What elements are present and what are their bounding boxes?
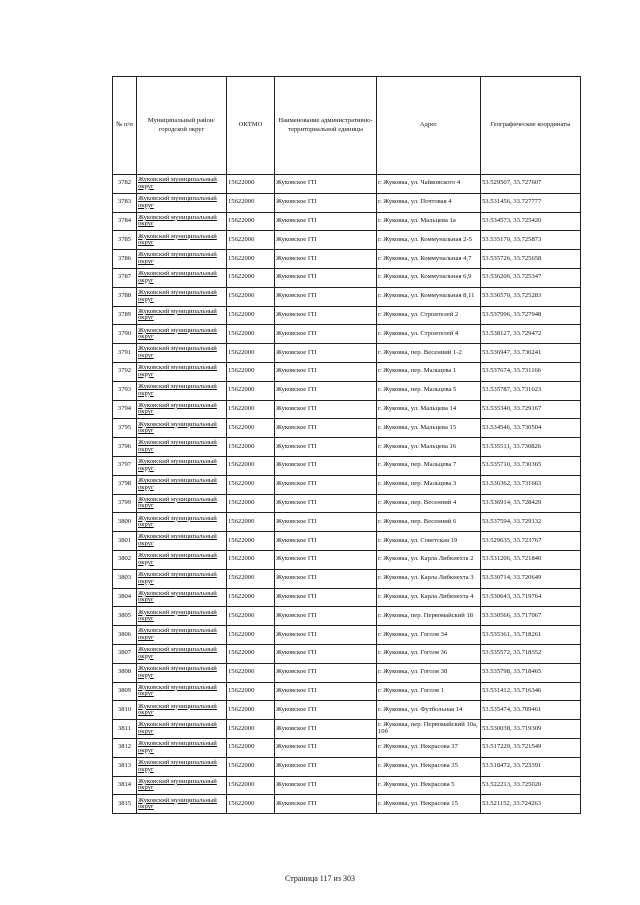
district-text: Жуковский муниципальный округ [138, 326, 217, 341]
oktmo-cell: 15622000 [227, 663, 275, 682]
row-number: 3789 [113, 306, 137, 325]
district-cell [137, 287, 227, 306]
oktmo-cell: 15622000 [227, 306, 275, 325]
table-row [113, 344, 581, 363]
district-cell [137, 550, 227, 569]
table-row [113, 325, 581, 344]
table-row [113, 456, 581, 475]
oktmo-cell: 15622000 [227, 494, 275, 513]
row-number: 3804 [113, 588, 137, 607]
district-cell [137, 626, 227, 645]
coordinates-cell: 53.521152, 33.724263 [481, 795, 581, 814]
admin-unit-cell: Жуковское ГП [275, 720, 377, 739]
column-header-coordinates: Географические координаты [481, 77, 581, 175]
coordinates-cell: 53.531412, 33.716346 [481, 682, 581, 701]
district-text: Жуковский муниципальный округ [138, 627, 217, 642]
address-cell: г. Жуковка, пер. Мальцева 1 [377, 362, 481, 381]
address-cell: г. Жуковка, ул. Гоголя 36 [377, 644, 481, 663]
district-text: Жуковский муниципальный округ [138, 420, 217, 435]
row-number: 3783 [113, 193, 137, 212]
district-cell [137, 701, 227, 720]
table-row [113, 419, 581, 438]
coordinates-cell: 53.536914, 33.728429 [481, 494, 581, 513]
district-cell [137, 475, 227, 494]
district-cell [137, 268, 227, 287]
coordinates-cell: 53.535511, 33.730826 [481, 438, 581, 457]
district-cell [137, 720, 227, 739]
table-row [113, 532, 581, 551]
address-cell: г. Жуковка, ул. Карла Либкнехта 4 [377, 588, 481, 607]
row-number: 3803 [113, 569, 137, 588]
district-cell [137, 231, 227, 250]
admin-unit-cell: Жуковское ГП [275, 400, 377, 419]
address-cell: г. Жуковка, ул. Карла Либкнехта 2 [377, 550, 481, 569]
admin-unit-cell: Жуковское ГП [275, 776, 377, 795]
oktmo-cell: 15622000 [227, 738, 275, 757]
row-number: 3815 [113, 795, 137, 814]
address-cell: г. Жуковка, ул. Коммунальная 4,7 [377, 250, 481, 269]
district-cell [137, 795, 227, 814]
admin-unit-cell: Жуковское ГП [275, 325, 377, 344]
table-body [113, 175, 581, 814]
row-number: 3792 [113, 362, 137, 381]
column-header-district: Муниципальный район/городской округ [137, 77, 227, 175]
table-row [113, 795, 581, 814]
table-row [113, 362, 581, 381]
coordinates-cell: 53.538127, 33.729472 [481, 325, 581, 344]
row-number: 3805 [113, 607, 137, 626]
row-number: 3813 [113, 757, 137, 776]
admin-unit-cell: Жуковское ГП [275, 682, 377, 701]
oktmo-cell: 15622000 [227, 400, 275, 419]
coordinates-cell: 53.529507, 33.727607 [481, 175, 581, 194]
district-text: Жуковский муниципальный округ [138, 345, 217, 360]
district-cell [137, 193, 227, 212]
address-cell: г. Жуковка, ул. Чайковского 4 [377, 175, 481, 194]
table-row [113, 475, 581, 494]
district-text: Жуковский муниципальный округ [138, 552, 217, 566]
address-cell: г. Жуковка, ул. Коммунальная 6,9 [377, 268, 481, 287]
table-row [113, 193, 581, 212]
row-number: 3808 [113, 663, 137, 682]
oktmo-cell: 15622000 [227, 720, 275, 739]
address-cell: г. Жуковка, пер. Весенний 1-2 [377, 344, 481, 363]
row-number: 3791 [113, 344, 137, 363]
row-number: 3798 [113, 475, 137, 494]
table-row [113, 287, 581, 306]
table-row [113, 569, 581, 588]
district-text: Жуковский муниципальный округ [138, 721, 217, 735]
district-cell [137, 532, 227, 551]
oktmo-cell: 15622000 [227, 193, 275, 212]
row-number: 3809 [113, 682, 137, 701]
table-row [113, 644, 581, 663]
coordinates-cell: 53.530566, 33.717067 [481, 607, 581, 626]
row-number: 3784 [113, 212, 137, 231]
admin-unit-cell: Жуковское ГП [275, 456, 377, 475]
address-cell: г. Жуковка, пер. Первомайский 18 [377, 607, 481, 626]
table-row [113, 663, 581, 682]
admin-unit-cell: Жуковское ГП [275, 626, 377, 645]
coordinates-cell: 53.529635, 33.723767 [481, 532, 581, 551]
table-header [113, 77, 581, 175]
table-row [113, 494, 581, 513]
oktmo-cell: 15622000 [227, 550, 275, 569]
coordinates-cell: 53.517229, 33.721549 [481, 738, 581, 757]
oktmo-cell: 15622000 [227, 231, 275, 250]
admin-unit-cell: Жуковское ГП [275, 381, 377, 400]
admin-unit-cell: Жуковское ГП [275, 306, 377, 325]
row-number: 3811 [113, 720, 137, 739]
admin-unit-cell: Жуковское ГП [275, 268, 377, 287]
coordinates-cell: 53.537594, 33.729132 [481, 513, 581, 532]
oktmo-cell: 15622000 [227, 795, 275, 814]
row-number: 3802 [113, 550, 137, 569]
address-cell: г. Жуковка, пер. Первомайский 10а, 10б [377, 720, 481, 739]
table-row [113, 231, 581, 250]
coordinates-cell: 53.535572, 33.718352 [481, 644, 581, 663]
row-number: 3810 [113, 701, 137, 720]
row-number: 3806 [113, 626, 137, 645]
coordinates-cell: 53.522213, 33.725020 [481, 776, 581, 795]
admin-unit-cell: Жуковское ГП [275, 175, 377, 194]
district-text: Жуковский муниципальный округ [138, 589, 217, 604]
coordinates-cell: 53.536947, 33.730241 [481, 344, 581, 363]
table-row [113, 212, 581, 231]
district-cell [137, 456, 227, 475]
address-cell: г. Жуковка, ул. Футбольная 14 [377, 701, 481, 720]
address-cell: г. Жуковка, ул. Коммунальная 8,11 [377, 287, 481, 306]
oktmo-cell: 15622000 [227, 212, 275, 231]
coordinates-cell: 53.530714, 33.720649 [481, 569, 581, 588]
district-cell [137, 738, 227, 757]
admin-unit-cell: Жуковское ГП [275, 193, 377, 212]
row-number: 3782 [113, 175, 137, 194]
oktmo-cell: 15622000 [227, 381, 275, 400]
admin-unit-cell: Жуковское ГП [275, 701, 377, 720]
row-number: 3794 [113, 400, 137, 419]
address-cell: г. Жуковка, ул. Некрасова 35 [377, 757, 481, 776]
table-row [113, 588, 581, 607]
district-cell [137, 682, 227, 701]
row-number: 3785 [113, 231, 137, 250]
oktmo-cell: 15622000 [227, 532, 275, 551]
oktmo-cell: 15622000 [227, 438, 275, 457]
district-cell [137, 569, 227, 588]
row-number: 3814 [113, 776, 137, 795]
district-text: Жуковский муниципальный округ [138, 458, 217, 472]
district-text: Жуковский муниципальный округ [138, 401, 217, 416]
coordinates-cell: 53.535340, 33.729167 [481, 400, 581, 419]
table-row [113, 250, 581, 269]
table-row [113, 626, 581, 645]
coordinates-cell: 53.537996, 33.727948 [481, 306, 581, 325]
row-number: 3795 [113, 419, 137, 438]
oktmo-cell: 15622000 [227, 175, 275, 194]
address-cell: г. Жуковка, ул. Гоголя 34 [377, 626, 481, 645]
oktmo-cell: 15622000 [227, 757, 275, 776]
district-text: Жуковский муниципальный округ [138, 646, 217, 660]
coordinates-cell: 53.530643, 33.719764 [481, 588, 581, 607]
address-cell: г. Жуковка, ул. Строителей 4 [377, 325, 481, 344]
oktmo-cell: 15622000 [227, 250, 275, 269]
district-text: Жуковский муниципальный округ [138, 571, 217, 585]
district-cell [137, 757, 227, 776]
coordinates-cell: 53.535787, 33.731023 [481, 381, 581, 400]
district-cell [137, 588, 227, 607]
district-text: Жуковский муниципальный округ [138, 364, 217, 378]
oktmo-cell: 15622000 [227, 456, 275, 475]
district-cell [137, 438, 227, 457]
district-text: Жуковский муниципальный округ [138, 702, 217, 717]
district-text: Жуковский муниципальный округ [138, 270, 217, 284]
admin-unit-cell: Жуковское ГП [275, 231, 377, 250]
row-number: 3807 [113, 644, 137, 663]
row-number: 3796 [113, 438, 137, 457]
address-cell: г. Жуковка, пер. Мальцева 7 [377, 456, 481, 475]
district-cell [137, 419, 227, 438]
coordinates-cell: 53.531456, 33.727777 [481, 193, 581, 212]
address-cell: г. Жуковка, ул. Советская 19 [377, 532, 481, 551]
address-cell: г. Жуковка, пер. Весенний 6 [377, 513, 481, 532]
district-cell [137, 362, 227, 381]
table-row [113, 757, 581, 776]
coordinates-cell: 53.537674, 33.731166 [481, 362, 581, 381]
admin-unit-cell: Жуковское ГП [275, 795, 377, 814]
address-cell: г. Жуковка, ул. Карла Либкнехта 3 [377, 569, 481, 588]
coordinates-cell: 53.535170, 33.725873 [481, 231, 581, 250]
address-cell: г. Жуковка, пер. Мальцева 3 [377, 475, 481, 494]
oktmo-cell: 15622000 [227, 513, 275, 532]
district-text: Жуковский муниципальный округ [138, 608, 217, 623]
address-table [112, 76, 581, 814]
coordinates-cell: 53.535710, 33.730365 [481, 456, 581, 475]
district-text: Жуковский муниципальный округ [138, 383, 217, 397]
district-cell [137, 400, 227, 419]
district-text: Жуковский муниципальный округ [138, 289, 217, 303]
oktmo-cell: 15622000 [227, 588, 275, 607]
district-text: Жуковский муниципальный округ [138, 439, 217, 454]
coordinates-cell: 53.535474, 33.709461 [481, 701, 581, 720]
address-cell: г. Жуковка, ул. Гоголя 38 [377, 663, 481, 682]
admin-unit-cell: Жуковское ГП [275, 287, 377, 306]
district-text: Жуковский муниципальный округ [138, 683, 217, 698]
district-cell [137, 663, 227, 682]
admin-unit-cell: Жуковское ГП [275, 607, 377, 626]
district-cell [137, 250, 227, 269]
district-cell [137, 212, 227, 231]
district-text: Жуковский муниципальный округ [138, 495, 217, 510]
district-cell [137, 325, 227, 344]
admin-unit-cell: Жуковское ГП [275, 344, 377, 363]
oktmo-cell: 15622000 [227, 344, 275, 363]
district-cell [137, 513, 227, 532]
table-row [113, 738, 581, 757]
table-row [113, 381, 581, 400]
column-header-admin-unit: Наименование административно-территориальной единицы [275, 77, 377, 175]
admin-unit-cell: Жуковское ГП [275, 550, 377, 569]
district-text: Жуковский муниципальный округ [138, 195, 217, 209]
district-text: Жуковский муниципальный округ [138, 777, 217, 792]
district-text: Жуковский муниципальный округ [138, 213, 217, 228]
coordinates-cell: 53.531206, 33.721840 [481, 550, 581, 569]
coordinates-cell: 53.535361, 33.718261 [481, 626, 581, 645]
coordinates-cell: 53.536570, 33.725283 [481, 287, 581, 306]
district-text: Жуковский муниципальный округ [138, 796, 217, 811]
district-text: Жуковский муниципальный округ [138, 251, 217, 266]
column-header-address: Адрес [377, 77, 481, 175]
coordinates-cell: 53.534573, 33.725420 [481, 212, 581, 231]
district-cell [137, 175, 227, 194]
table-row [113, 682, 581, 701]
row-number: 3786 [113, 250, 137, 269]
coordinates-cell: 53.536206, 33.725347 [481, 268, 581, 287]
admin-unit-cell: Жуковское ГП [275, 494, 377, 513]
district-cell [137, 607, 227, 626]
district-text: Жуковский муниципальный округ [138, 740, 217, 754]
address-cell: г. Жуковка, ул. Мальцева 14 [377, 400, 481, 419]
row-number: 3797 [113, 456, 137, 475]
coordinates-cell: 53.530038, 33.719309 [481, 720, 581, 739]
admin-unit-cell: Жуковское ГП [275, 250, 377, 269]
coordinates-cell: 53.535726, 33.725658 [481, 250, 581, 269]
admin-unit-cell: Жуковское ГП [275, 569, 377, 588]
table-row [113, 268, 581, 287]
row-number: 3788 [113, 287, 137, 306]
address-cell: г. Жуковка, ул. Мальцева 15 [377, 419, 481, 438]
oktmo-cell: 15622000 [227, 325, 275, 344]
coordinates-cell: 53.518472, 33.723391 [481, 757, 581, 776]
admin-unit-cell: Жуковское ГП [275, 419, 377, 438]
admin-unit-cell: Жуковское ГП [275, 532, 377, 551]
admin-unit-cell: Жуковское ГП [275, 513, 377, 532]
district-text: Жуковский муниципальный округ [138, 477, 217, 491]
admin-unit-cell: Жуковское ГП [275, 362, 377, 381]
coordinates-cell: 53.534546, 33.730504 [481, 419, 581, 438]
row-number: 3790 [113, 325, 137, 344]
district-cell [137, 776, 227, 795]
table-row [113, 776, 581, 795]
table-row [113, 607, 581, 626]
district-cell [137, 644, 227, 663]
admin-unit-cell: Жуковское ГП [275, 212, 377, 231]
oktmo-cell: 15622000 [227, 362, 275, 381]
address-cell: г. Жуковка, ул. Гоголя 1 [377, 682, 481, 701]
district-text: Жуковский муниципальный округ [138, 176, 217, 190]
district-text: Жуковский муниципальный округ [138, 232, 217, 247]
oktmo-cell: 15622000 [227, 626, 275, 645]
oktmo-cell: 15622000 [227, 268, 275, 287]
table-row [113, 400, 581, 419]
district-text: Жуковский муниципальный округ [138, 665, 217, 679]
row-number: 3799 [113, 494, 137, 513]
address-cell: г. Жуковка, ул. Некрасова 37 [377, 738, 481, 757]
district-cell [137, 381, 227, 400]
address-cell: г. Жуковка, пер. Мальцева 5 [377, 381, 481, 400]
page-number: Страница 117 из 303 [285, 874, 355, 883]
table-row [113, 701, 581, 720]
oktmo-cell: 15622000 [227, 569, 275, 588]
table-row [113, 438, 581, 457]
oktmo-cell: 15622000 [227, 475, 275, 494]
district-text: Жуковский муниципальный округ [138, 533, 217, 548]
table-row [113, 720, 581, 739]
table-row [113, 306, 581, 325]
oktmo-cell: 15622000 [227, 607, 275, 626]
admin-unit-cell: Жуковское ГП [275, 738, 377, 757]
oktmo-cell: 15622000 [227, 644, 275, 663]
address-cell: г. Жуковка, ул. Мальцева 1а [377, 212, 481, 231]
district-cell [137, 494, 227, 513]
oktmo-cell: 15622000 [227, 419, 275, 438]
address-cell: г. Жуковка, ул. Некрасова 15 [377, 795, 481, 814]
address-cell: г. Жуковка, ул. Мальцева 16 [377, 438, 481, 457]
column-header-oktmo: ОКТМО [227, 77, 275, 175]
oktmo-cell: 15622000 [227, 701, 275, 720]
address-cell: г. Жуковка, пер. Весенний 4 [377, 494, 481, 513]
row-number: 3787 [113, 268, 137, 287]
oktmo-cell: 15622000 [227, 287, 275, 306]
admin-unit-cell: Жуковское ГП [275, 588, 377, 607]
coordinates-cell: 53.536362, 33.731663 [481, 475, 581, 494]
row-number: 3801 [113, 532, 137, 551]
district-cell [137, 344, 227, 363]
admin-unit-cell: Жуковское ГП [275, 644, 377, 663]
table-row [113, 513, 581, 532]
admin-unit-cell: Жуковское ГП [275, 663, 377, 682]
coordinates-cell: 53.535798, 33.718465 [481, 663, 581, 682]
admin-unit-cell: Жуковское ГП [275, 475, 377, 494]
row-number: 3800 [113, 513, 137, 532]
row-number: 3793 [113, 381, 137, 400]
oktmo-cell: 15622000 [227, 682, 275, 701]
column-header-number: № п/п [113, 77, 137, 175]
district-text: Жуковский муниципальный округ [138, 514, 217, 529]
row-number: 3812 [113, 738, 137, 757]
oktmo-cell: 15622000 [227, 776, 275, 795]
address-cell: г. Жуковка, ул. Некрасова 5 [377, 776, 481, 795]
table-row [113, 175, 581, 194]
district-text: Жуковский муниципальный округ [138, 307, 217, 322]
district-text: Жуковский муниципальный округ [138, 759, 217, 773]
address-cell: г. Жуковка, ул. Почтовая 4 [377, 193, 481, 212]
admin-unit-cell: Жуковское ГП [275, 438, 377, 457]
address-cell: г. Жуковка, ул. Строителей 2 [377, 306, 481, 325]
table-row [113, 550, 581, 569]
address-cell: г. Жуковка, ул. Коммунальная 2-5 [377, 231, 481, 250]
admin-unit-cell: Жуковское ГП [275, 757, 377, 776]
district-cell [137, 306, 227, 325]
